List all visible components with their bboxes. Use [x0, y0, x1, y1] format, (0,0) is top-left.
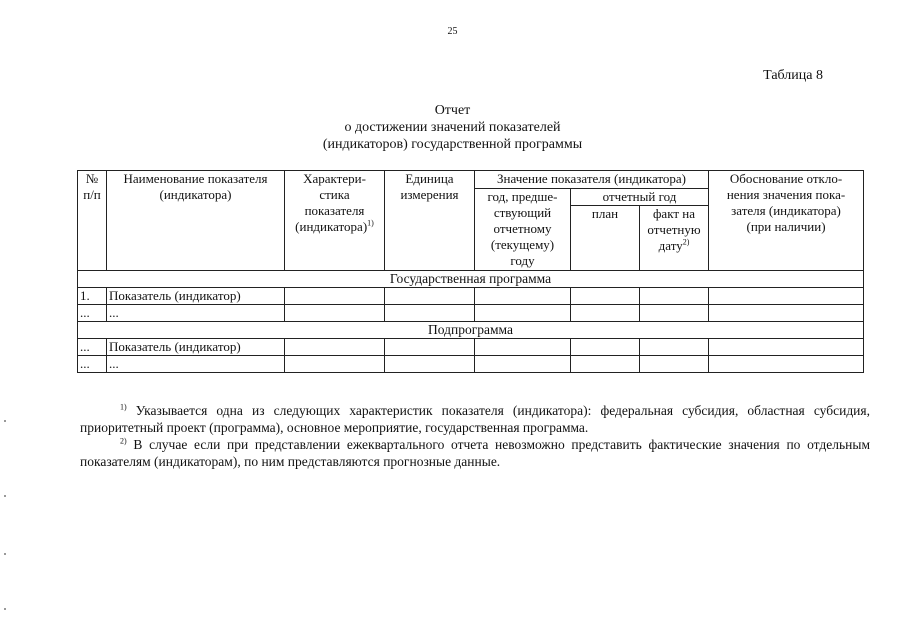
- table-row: [78, 339, 864, 356]
- row-num: ...: [78, 305, 107, 322]
- report-title: [0, 102, 905, 153]
- row-name: Показатель (индикатор): [107, 288, 285, 305]
- row-num: 1.: [78, 288, 107, 305]
- header-fact: факт на отчетную дату$^{2)}$: [640, 206, 709, 271]
- row-name: Показатель (индикатор): [107, 339, 285, 356]
- header-report-year: отчетный год: [571, 189, 709, 206]
- title-line-2: о достижении значений показателей: [344, 120, 561, 135]
- page-number: 25: [447, 26, 458, 37]
- table-label: Таблица 8: [763, 68, 823, 83]
- report-table: [77, 170, 864, 373]
- footnote-1: $^{1)}$ Указывается одна из следующих характеристик показателя (индикатора): федеральная субсидия, областная субсидия, приоритетный проект (программа), основное мероприятие, государственная программа.: [80, 402, 870, 435]
- row-num: ...: [78, 356, 107, 373]
- row-name: ...: [107, 305, 285, 322]
- margin-mark: [4, 608, 6, 610]
- table-row: [78, 305, 864, 322]
- section-subprogram: Подпрограмма: [78, 322, 864, 339]
- footnote-ref-2: 2): [682, 237, 690, 247]
- row-num: ...: [78, 339, 107, 356]
- header-justification: Обоснование откло- нения значения пока- зателя (индикатора) (при наличии): [709, 171, 864, 271]
- row-name: ...: [107, 356, 285, 373]
- margin-mark: [4, 495, 6, 497]
- header-plan: план: [571, 206, 640, 271]
- header-value-group: Значение показателя (индикатора): [475, 171, 709, 189]
- margin-mark: [4, 553, 6, 555]
- title-line-3: (индикаторов) государственной программы: [322, 137, 583, 152]
- header-characteristic: Характери- стика показателя (индикатора)$^{1)}$: [285, 171, 385, 271]
- table-row: [78, 288, 864, 305]
- footnotes: [80, 402, 870, 470]
- section-state-program: Государственная программа: [78, 271, 864, 288]
- table-row: [78, 356, 864, 373]
- title-line-1: Отчет: [434, 103, 471, 118]
- footnote-ref-1: 1): [367, 218, 374, 228]
- margin-mark: [4, 420, 6, 422]
- header-name: Наименование показателя (индикатора): [107, 171, 285, 271]
- footnote-2: $^{2)}$ В случае если при представлении ежеквартального отчета невозможно представить фактические значения по отдельным показателям (индикаторам), по ним представляются прогнозные данные.: [80, 436, 870, 469]
- header-previous-year: год, предше- ствующий отчетному (текущему) году: [475, 189, 571, 271]
- header-unit: Единица измерения: [385, 171, 475, 271]
- header-num: № п/п: [78, 171, 107, 271]
